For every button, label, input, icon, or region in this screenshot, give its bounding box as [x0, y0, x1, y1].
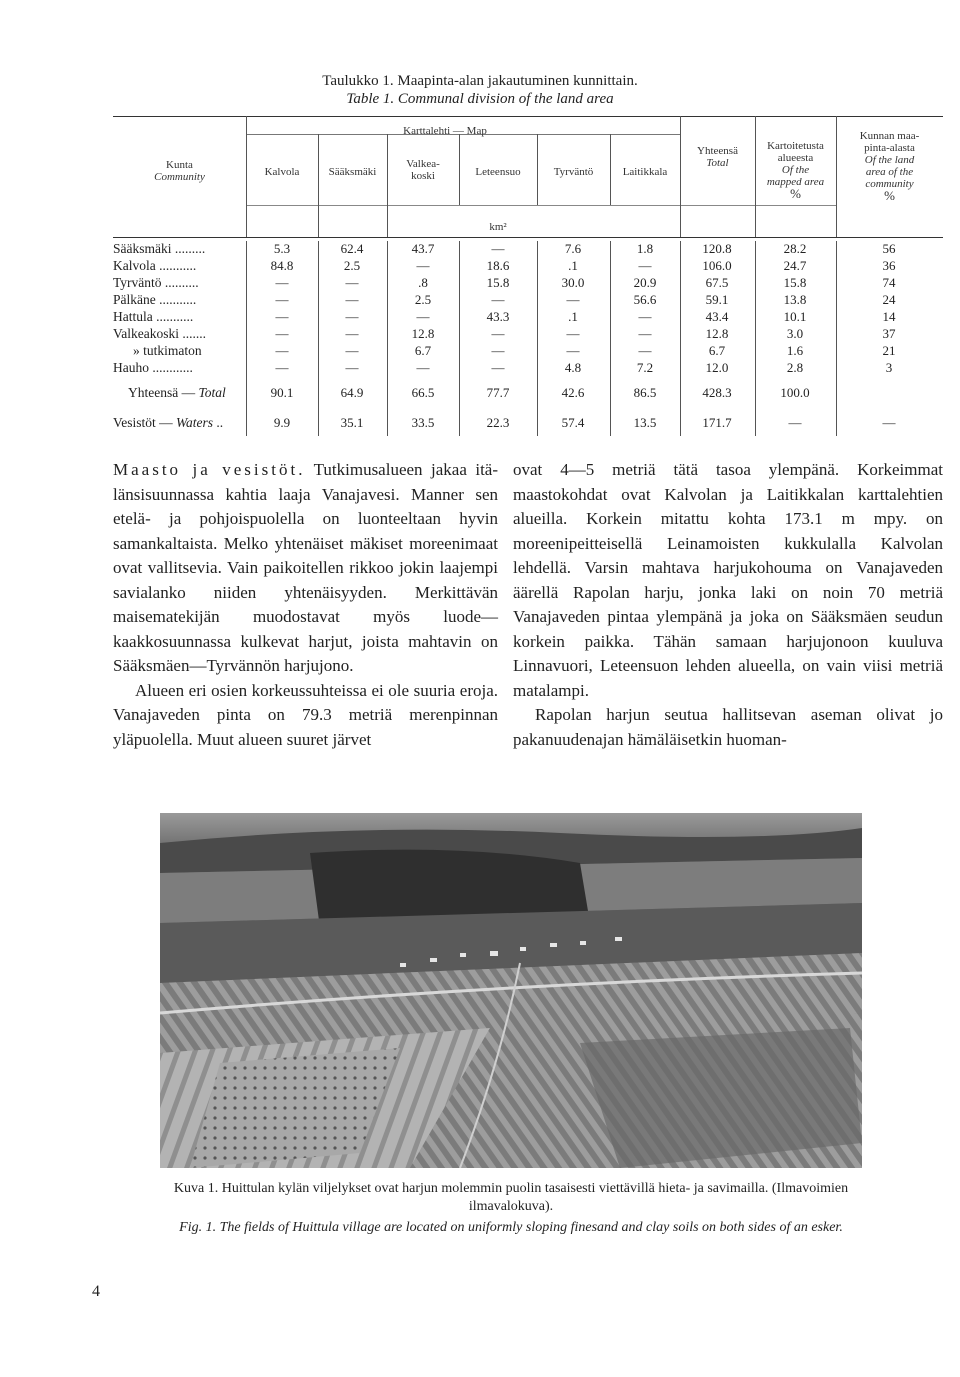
table-cell: 43.4 — [705, 309, 729, 324]
table-cell: — — [345, 360, 359, 375]
table-cell: — — [638, 309, 652, 324]
table-cell: 7.6 — [564, 241, 582, 256]
waters-cell: 33.5 — [411, 415, 435, 430]
table-cell: 30.0 — [561, 275, 585, 290]
table-cell: 2.5 — [414, 292, 432, 307]
table-cell: — — [416, 258, 430, 273]
row-label: Valkeakoski ....... — [113, 326, 206, 341]
table-cell: 21 — [882, 343, 896, 358]
table-cell: 43.3 — [486, 309, 510, 324]
text-column-left — [113, 458, 498, 752]
table-cell: — — [345, 309, 359, 324]
paragraph-2: Alueen eri osien korkeussuhteissa ei ole suuria eroja. Vanajaveden pinta on 79.3 metriä merenpinnan yläpuolella. Muut alueen suuret järvet — [113, 680, 498, 749]
header-kunta: Kunta Community — [154, 159, 205, 183]
table-cell: 74 — [882, 275, 896, 290]
header-saaksmaki: Sääksmäki — [328, 166, 377, 178]
table-cell: 56 — [882, 241, 896, 256]
table-cell: — — [638, 258, 652, 273]
table-cell: — — [275, 326, 289, 341]
total-cell: 77.7 — [486, 385, 510, 400]
table-cell: 56.6 — [633, 292, 657, 307]
table-cell: 12.8 — [705, 326, 729, 341]
row-label: Kalvola ........... — [113, 258, 197, 273]
table-cell: 67.5 — [705, 275, 729, 290]
row-label: » tutkimaton — [133, 343, 202, 358]
table-cell: — — [566, 292, 580, 307]
waters-cell: 22.3 — [486, 415, 510, 430]
land-area-table — [0, 0, 960, 440]
row-label: Hattula ........... — [113, 309, 194, 324]
total-cell: 90.1 — [270, 385, 294, 400]
table-cell: — — [491, 360, 505, 375]
table-cell: — — [275, 343, 289, 358]
table-caption-fi: Taulukko 1. Maapinta-alan jakautuminen kunnittain. — [322, 73, 638, 89]
waters-cell: 171.7 — [702, 415, 732, 430]
table-cell: 10.1 — [783, 309, 807, 324]
table-cell: 84.8 — [270, 258, 294, 273]
table-cell: 36 — [882, 258, 896, 273]
table-cell: — — [345, 343, 359, 358]
table-cell: — — [566, 343, 580, 358]
header-kartoitetusta: Kartoitetusta alueesta Of the mapped area % — [766, 140, 825, 201]
table-cell: — — [416, 309, 430, 324]
table-cell: 28.2 — [783, 241, 807, 256]
total-cell: 64.9 — [340, 385, 364, 400]
table-cell: .1 — [568, 258, 578, 273]
waters-cell: 35.1 — [340, 415, 364, 430]
header-kunnan: Kunnan maa- pinta-alasta Of the land area of the community % — [859, 130, 920, 203]
table-cell: — — [345, 326, 359, 341]
total-cell: 100.0 — [780, 385, 810, 400]
table-cell: 6.7 — [708, 343, 726, 358]
table-cell: 1.8 — [636, 241, 654, 256]
table-cell: — — [638, 343, 652, 358]
waters-cell: — — [788, 415, 802, 430]
table-cell: 59.1 — [705, 292, 729, 307]
total-cell: 42.6 — [561, 385, 585, 400]
table-cell: 1.6 — [786, 343, 804, 358]
header-karttalehti: Karttalehti — Map — [403, 125, 487, 137]
total-cell: 66.5 — [411, 385, 435, 400]
table-cell: 20.9 — [633, 275, 657, 290]
table-cell: 62.4 — [340, 241, 364, 256]
header-kalvola: Kalvola — [264, 166, 300, 178]
table-caption-en-prefix: Table 1. — [346, 91, 395, 107]
table-cell: .8 — [418, 275, 428, 290]
table-cell: — — [491, 292, 505, 307]
row-label: Hauho ............ — [113, 360, 193, 375]
table-caption-en-text: Communal division of the land area — [397, 91, 614, 107]
row-label: Sääksmäki ......... — [113, 241, 206, 256]
header-unit-km: km² — [489, 221, 507, 233]
table-cell: — — [491, 241, 505, 256]
waters-cell: 13.5 — [633, 415, 657, 430]
paragraph-4: Rapolan harjun seutua hallitsevan aseman olivat jo pakanuudenajan hämäläisetkin huoman- — [513, 705, 943, 749]
table-cell: 14 — [882, 309, 896, 324]
aerial-photo — [160, 813, 862, 1168]
paragraph-3: ovat 4—5 metriä tätä tasoa ylempänä. Korkeimmat maastokohdat ovat Kalvolan ja Laitikkalan karttalehtien alueilla. Korkein mitattu kohta 173.1 m mpy. on moreenipeitteisellä Leinamoisten kukkulalla Kalvolan lehdellä. Varsin mahtava harjukohouma on Vanajaveden äärellä Rapolan harju, jonka laki on noin 70 metriä Vanajaveden pintaa ylempänä ja joka on Sääksmäen seudun korkein paikka. Tähän samaan harjujonoon kuuluva Linnavuori, Leteensuon lehden alueella, on vain viisi metriä matalampi. — [513, 460, 943, 700]
table-cell: 13.8 — [783, 292, 807, 307]
header-yhteensa: Yhteensä Total — [697, 145, 738, 169]
table-cell: 106.0 — [702, 258, 732, 273]
header-valkeakoski: Valkea- koski — [406, 158, 440, 182]
table-cell: 24.7 — [783, 258, 807, 273]
waters-cell: 9.9 — [273, 415, 291, 430]
table-cell: — — [345, 292, 359, 307]
table-cell: — — [345, 275, 359, 290]
table-cell: 4.8 — [564, 360, 582, 375]
table-cell: 5.3 — [273, 241, 291, 256]
total-cell: 428.3 — [702, 385, 732, 400]
table-cell: 6.7 — [414, 343, 432, 358]
row-label: Tyrväntö .......... — [113, 275, 199, 290]
figure-caption-en: Fig. 1. The fields of Huittula village are located on uniformly sloping finesand and clay soils on both sides of an esker. — [179, 1220, 843, 1235]
waters-cell: — — [882, 415, 896, 430]
row-label: Pälkäne ........... — [113, 292, 197, 307]
table-cell: .1 — [568, 309, 578, 324]
table-cell: 2.5 — [343, 258, 361, 273]
table-cell: — — [275, 292, 289, 307]
paragraph-1-body: Tutkimusalueen jakaa itä-länsisuunnassa kahtia laaja Vanajavesi. Manner sen etelä- ja pohjoispuolella on luonteeltaan hyvin samankaltaista. Melko yhtenäiset mäkiset moreenimaat ovat vallitsevia. Vain paikoitellen rikkoo jokin laajempi savialanko niiden yhtenäisyyden. Merkittävän maisematekijän muodostavat myös luode—kaakkosuunnassa kulkevat harjut, joista mahtavin on Sääksmäen—Tyrvännön harjujono. — [113, 460, 498, 675]
table-cell: — — [566, 326, 580, 341]
table-cell: 15.8 — [486, 275, 510, 290]
table-cell: — — [416, 360, 430, 375]
table-cell: 18.6 — [486, 258, 510, 273]
total-row-label: Yhteensä — Total — [128, 385, 226, 400]
waters-cell: 57.4 — [561, 415, 585, 430]
table-cell: — — [275, 309, 289, 324]
table-cell: 12.8 — [411, 326, 435, 341]
page-number: 4 — [92, 1283, 100, 1300]
table-cell: 3.0 — [786, 326, 804, 341]
table-cell: 43.7 — [411, 241, 435, 256]
table-cell: 2.8 — [786, 360, 804, 375]
table-cell: 7.2 — [636, 360, 654, 375]
table-cell: 120.8 — [702, 241, 732, 256]
text-column-right — [513, 458, 943, 752]
section-heading: Maasto ja vesistöt. — [113, 460, 306, 479]
total-cell: 86.5 — [633, 385, 657, 400]
table-cell: 12.0 — [705, 360, 729, 375]
table-cell: 24 — [882, 292, 896, 307]
table-cell: — — [491, 343, 505, 358]
waters-row-label: Vesistöt — Waters .. — [113, 415, 224, 430]
header-laitikkala: Laitikkala — [622, 166, 668, 178]
figure-caption-fi: Kuva 1. Huittulan kylän viljelykset ovat harjun molemmin puolin tasaisesti viettävillä hieta- ja savimailla. (Ilmavoimien ilmavalokuva). — [173, 1181, 849, 1214]
table-cell: 37 — [882, 326, 896, 341]
header-tyrvanto: Tyrväntö — [553, 166, 594, 178]
table-cell: — — [638, 326, 652, 341]
table-cell: — — [275, 275, 289, 290]
header-leteensuo: Leteensuo — [475, 166, 521, 178]
table-cell: — — [275, 360, 289, 375]
table-cell: — — [491, 326, 505, 341]
table-cell: 15.8 — [783, 275, 807, 290]
table-cell: 3 — [885, 360, 893, 375]
